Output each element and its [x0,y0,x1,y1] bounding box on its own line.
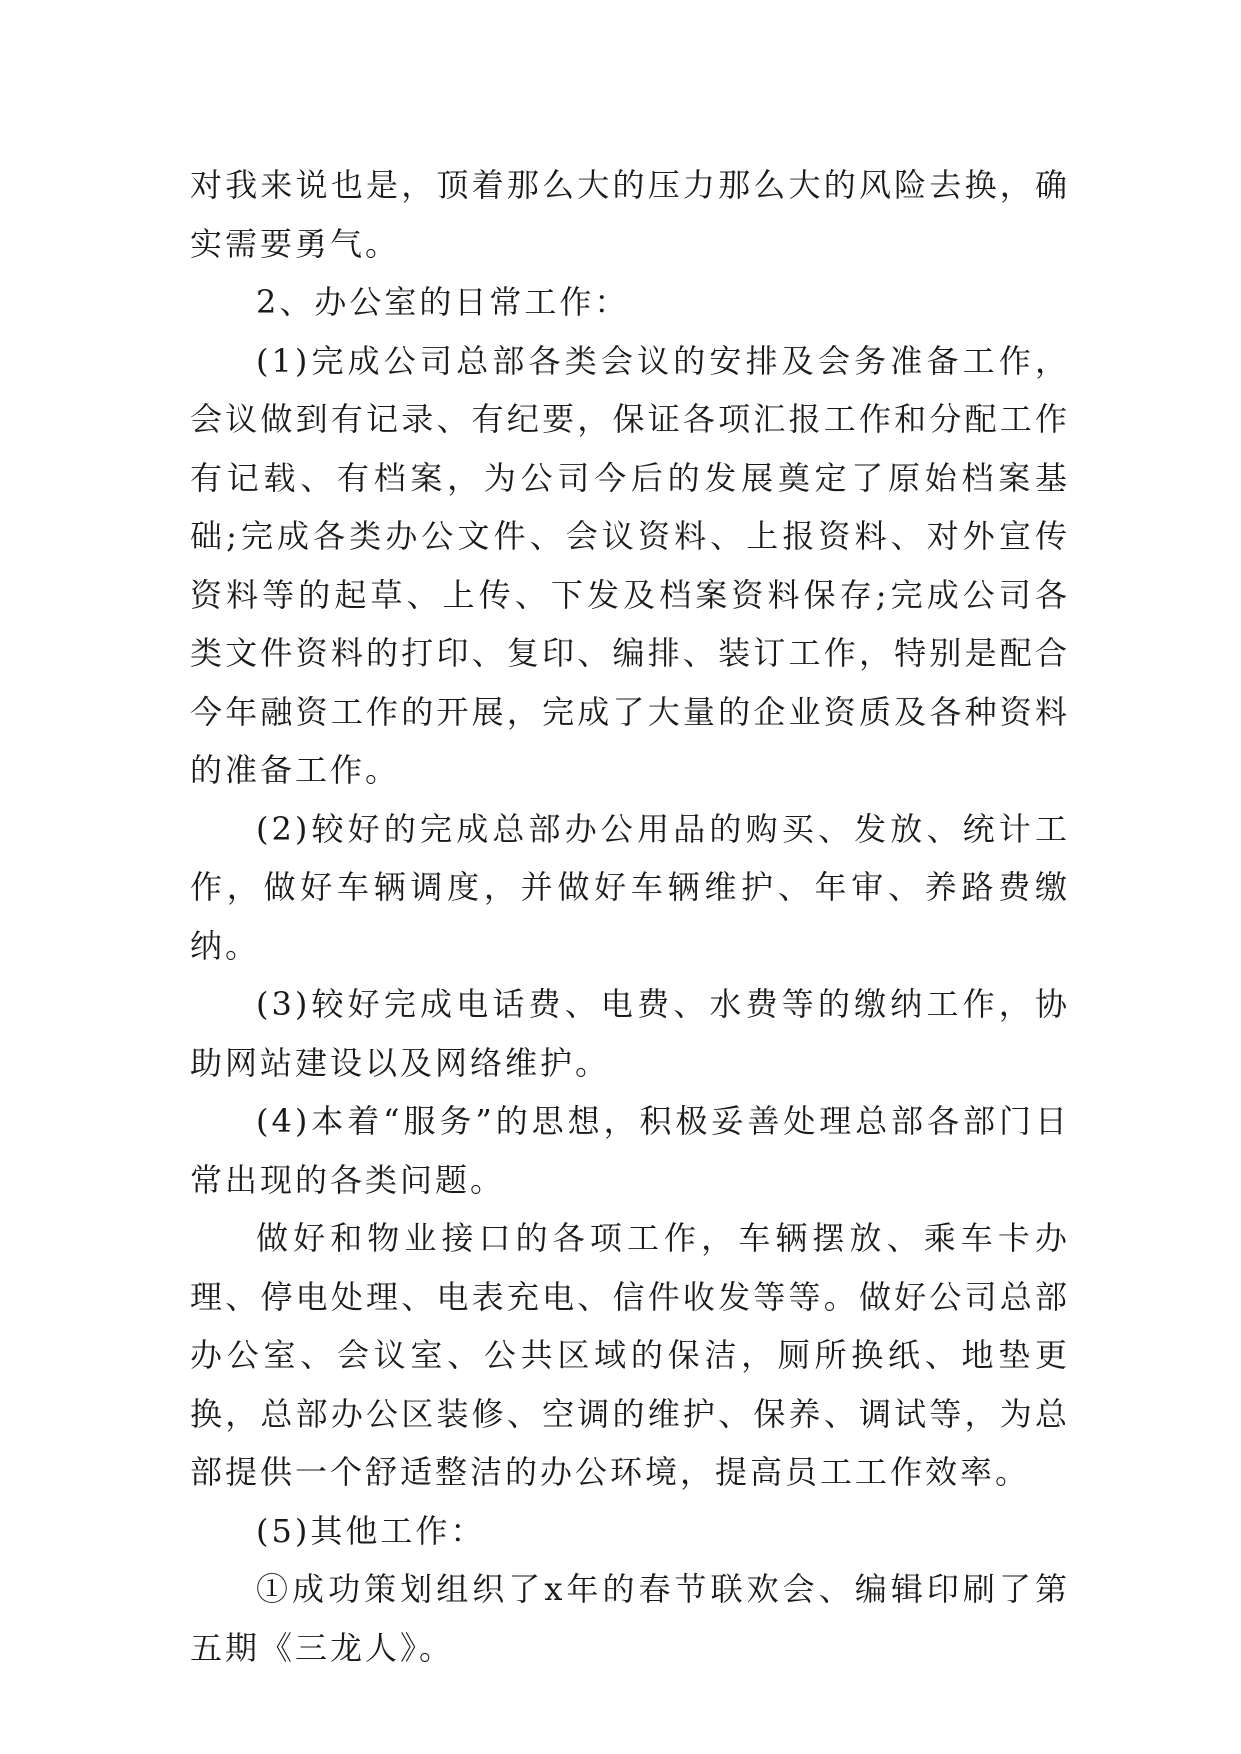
body-text [190,156,1070,1677]
paragraph-8: (5)其他工作： [256,1511,486,1550]
paragraph-9: ①成功策划组织了x年的春节联欢会、编辑印刷了第五期《三龙人》。 [190,1570,1070,1667]
paragraph-7: 做好和物业接口的各项工作，车辆摆放、乘车卡办理、停电处理、电表充电、信件收发等等。做好公司总部办公室、会议室、公共区域的保洁，厕所换纸、地垫更换，总部办公区装修、空调的维护、保养、调试等，为总部提供一个舒适整洁的办公环境，提高员工工作效率。 [190,1219,1070,1491]
paragraph-1: 对我来说也是，顶着那么大的压力那么大的风险去换，确实需要勇气。 [190,166,1070,263]
paragraph-6: (4)本着“服务”的思想，积极妥善处理总部各部门日常出现的各类问题。 [190,1102,1070,1199]
paragraph-4: (2)较好的完成总部办公用品的购买、发放、统计工作，做好车辆调度，并做好车辆维护、年审、养路费缴纳。 [190,809,1070,965]
paragraph-2: 2、办公室的日常工作： [256,283,630,321]
paragraph-5: (3)较好完成电话费、电费、水费等的缴纳工作，协助网站建设以及网络维护。 [190,985,1070,1082]
paragraph-3: (1)完成公司总部各类会议的安排及会务准备工作，会议做到有记录、有纪要，保证各项汇报工作和分配工作有记载、有档案，为公司今后的发展奠定了原始档案基础;完成各类办公文件、会议资料、上报资料、对外宣传资料等的起草、上传、下发及档案资料保存;完成公司各类文件资料的打印、复印、编排、装订工作，特别是配合今年融资工作的开展，完成了大量的企业资质及各种资料的准备工作。 [190,341,1070,789]
